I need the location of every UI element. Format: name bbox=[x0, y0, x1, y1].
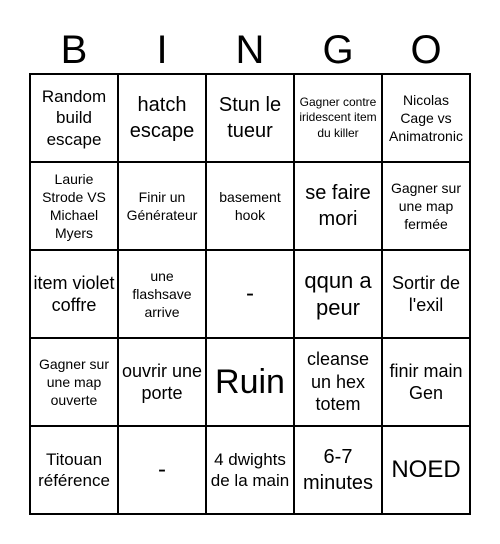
bingo-cell-r5c1[interactable] bbox=[30, 426, 118, 514]
cell-text: Titouan référence bbox=[38, 449, 110, 490]
cell-text: Nicolas Cage vs Animatronic bbox=[389, 91, 463, 145]
bingo-cell-r5c3[interactable] bbox=[206, 426, 294, 514]
header-letter-o: O bbox=[410, 28, 442, 72]
bingo-cell-r2c5[interactable] bbox=[382, 162, 470, 250]
cell-text: - bbox=[246, 279, 254, 307]
cell-text: Finir un Générateur bbox=[126, 188, 198, 223]
bingo-cell-r4c3[interactable] bbox=[206, 338, 294, 426]
cell-text: NOED bbox=[391, 455, 461, 483]
bingo-cell-r1c2[interactable] bbox=[118, 74, 206, 162]
bingo-cell-r1c4[interactable] bbox=[294, 74, 382, 162]
bingo-cell-r2c2[interactable] bbox=[118, 162, 206, 250]
cell-text: qqun a peur bbox=[304, 267, 372, 320]
cell-text: Gagner contre iridescent item du killer bbox=[299, 94, 377, 140]
bingo-cell-r1c5[interactable] bbox=[382, 74, 470, 162]
cell-text: hatch escape bbox=[129, 94, 195, 142]
cell-text: finir main Gen bbox=[389, 360, 463, 403]
bingo-cell-r2c1[interactable] bbox=[30, 162, 118, 250]
bingo-header bbox=[30, 28, 470, 72]
cell-text: Random build escape bbox=[41, 87, 107, 149]
cell-text: Ruin bbox=[215, 362, 285, 401]
cell-text: cleanse un hex totem bbox=[306, 349, 370, 415]
cell-text: Laurie Strode VS Michael Myers bbox=[42, 170, 106, 242]
cell-text: - bbox=[158, 455, 166, 483]
bingo-cell-r3c4[interactable] bbox=[294, 250, 382, 338]
bingo-cell-r5c2[interactable] bbox=[118, 426, 206, 514]
bingo-cell-r3c5[interactable] bbox=[382, 250, 470, 338]
bingo-cell-r4c5[interactable] bbox=[382, 338, 470, 426]
bingo-cell-r2c3[interactable] bbox=[206, 162, 294, 250]
bingo-cell-r5c4[interactable] bbox=[294, 426, 382, 514]
cell-text: Sortir de l'exil bbox=[391, 272, 461, 315]
bingo-cell-r1c1[interactable] bbox=[30, 74, 118, 162]
bingo-cell-r3c1[interactable] bbox=[30, 250, 118, 338]
bingo-cell-r4c1[interactable] bbox=[30, 338, 118, 426]
cell-text: item violet coffre bbox=[33, 272, 115, 315]
header-letter-i: I bbox=[156, 28, 168, 72]
bingo-cell-r3c3[interactable] bbox=[206, 250, 294, 338]
bingo-cell-r3c2[interactable] bbox=[118, 250, 206, 338]
bingo-cell-r4c4[interactable] bbox=[294, 338, 382, 426]
cell-text: Stun le tueur bbox=[218, 94, 282, 142]
header-letter-b: B bbox=[60, 28, 88, 72]
cell-text: ouvrir une porte bbox=[121, 360, 203, 403]
header-letter-g: G bbox=[322, 28, 354, 72]
bingo-cell-r2c4[interactable] bbox=[294, 162, 382, 250]
cell-text: Gagner sur une map ouverte bbox=[38, 355, 110, 409]
bingo-cell-r4c2[interactable] bbox=[118, 338, 206, 426]
cell-text: se faire mori bbox=[305, 182, 371, 230]
bingo-grid bbox=[29, 73, 471, 515]
cell-text: 6-7 minutes bbox=[302, 446, 374, 494]
bingo-cell-r5c5[interactable] bbox=[382, 426, 470, 514]
cell-text: Gagner sur une map fermée bbox=[390, 179, 462, 233]
header-letter-n: N bbox=[235, 28, 265, 72]
cell-text: 4 dwights de la main bbox=[210, 449, 290, 490]
cell-text: basement hook bbox=[219, 188, 281, 223]
bingo-cell-r1c3[interactable] bbox=[206, 74, 294, 162]
cell-text: une flashsave arrive bbox=[132, 267, 192, 321]
